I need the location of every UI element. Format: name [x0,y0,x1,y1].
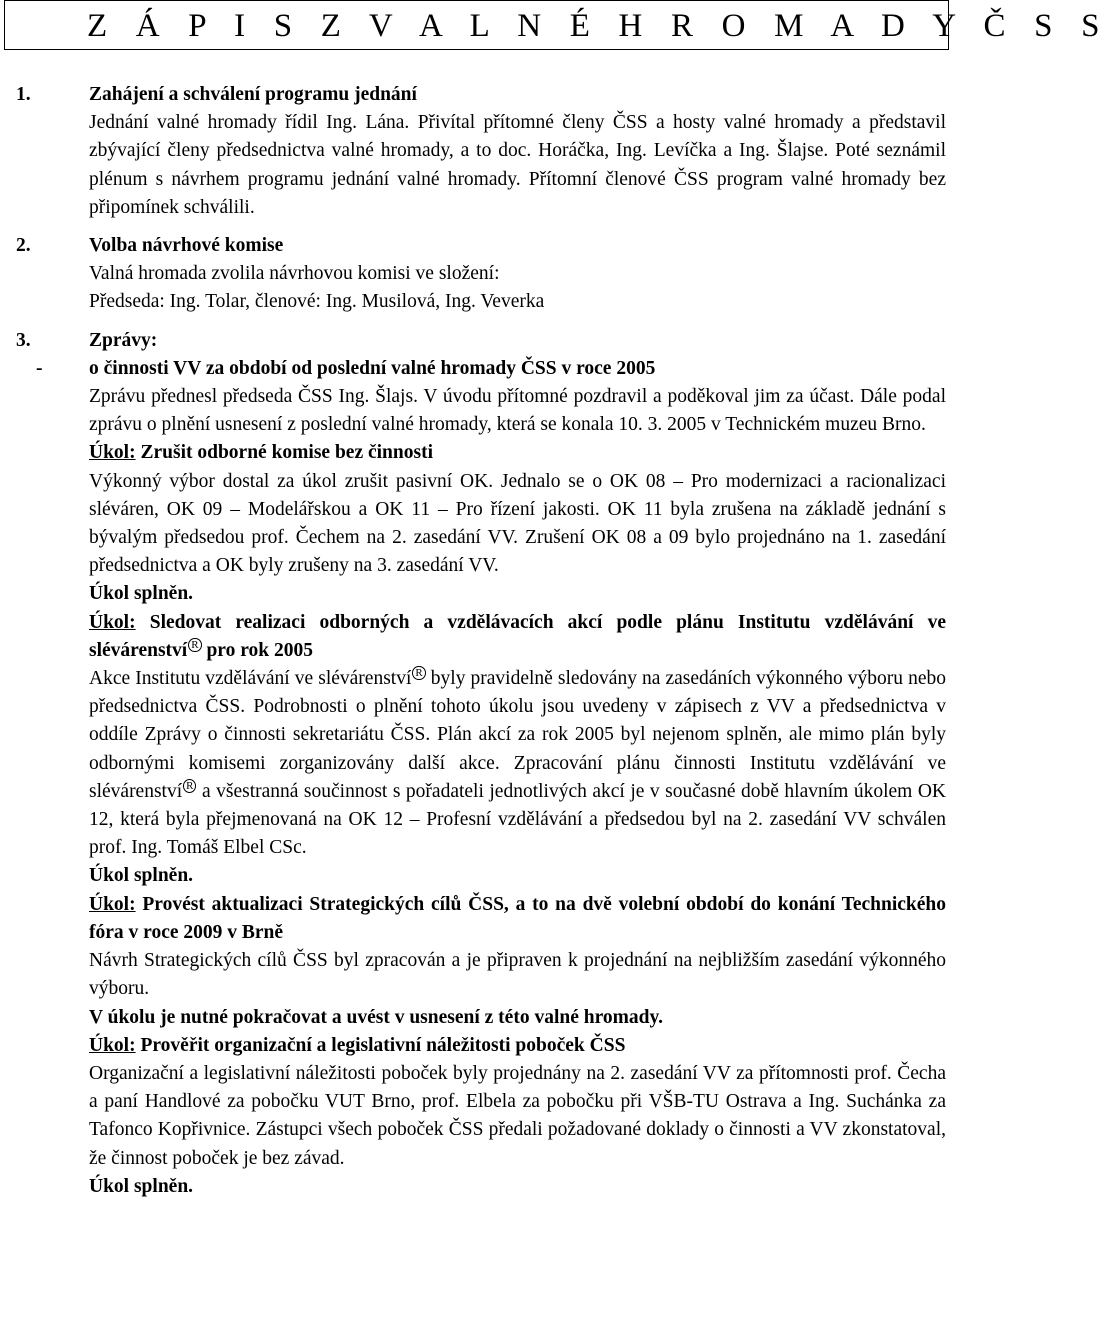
report-subheading-text: o činnosti VV za období od poslední valné hromady ČSS v roce 2005 [89,357,656,379]
task-3-heading [0,891,960,947]
title-box [4,0,1110,50]
list-dash: - [36,357,43,379]
registered-icon: R [412,666,425,680]
section-3-heading [0,327,960,355]
registered-icon: R [183,779,196,793]
report-body: Zprávu přednesl předseda ČSS Ing. Šlajs. V úvodu přítomné pozdravil a poděkoval jim za účast. Dále podal zprávu o plnění usnesení z poslední valné hromady, která se konala 10. 3. 2005 v Technickém muzeu Brno. [89,386,946,436]
task-2-body-b: byly pravidelně sledovány na zasedáních výkonného výboru nebo předsednictva ČSS. Podrobnosti o plnění tohoto úkolu jsou uvedeny v zápisech z VV a předsednictva v oddíle Zprávy o činnosti sekretariátu ČSS. Plán akcí za rok 2005 byl nejenom splněn, ale mimo plán byly odbornými komisemi zorganizovány další akce. Zpracování plánu činnosti Institutu vzdělávání ve slévárenství [89,668,946,802]
section-2-heading [0,232,960,260]
task-2-body-a: Akce Institutu vzdělávání ve slévárenství [89,668,412,690]
section-1-title: Zahájení a schválení programu jednání [89,84,417,105]
task-4-body: Organizační a legislativní náležitosti poboček byly projednány na 2. zasedání VV za přítomnosti prof. Čecha a paní Handlové za pobočku VUT Brno, prof. Elbela za pobočku při VŠB-TU Ostrava a Ing. Suchánka za Tafonco Kopřivnice. Zástupci všech poboček ČSS předali požadované doklady o činnosti a VV zkonstatoval, že činnost poboček je bez závad. [89,1062,946,1169]
section-1-number: 1. [16,84,31,105]
task-1-label: Úkol: [89,442,136,464]
task-2-label: Úkol: [89,611,136,633]
section-3-number: 3. [16,329,31,351]
task-4-label: Úkol: [89,1034,136,1056]
task-2-title-b: pro rok 2005 [201,639,313,661]
task-1-heading [0,439,960,467]
task-3-body: Návrh Strategických cílů ČSS byl zpracován a je připraven k projednání na nejbližším zasedání výkonného výboru. [89,950,946,1000]
task-2-status: Úkol splněn. [89,865,194,887]
task-3-status: V úkolu je nutné pokračovat a uvést v usnesení z této valné hromady. [89,1006,664,1028]
task-2-heading [0,609,960,665]
task-2-body-c: a všestranná součinnost s pořadateli jednotlivých akcí je v současné době hlavním úkolem OK 12, která byla přejmenovaná na OK 12 – Profesní vzdělávání a předsedou byl na 2. zasedání VV schválen prof. Ing. Tomáš Elbel CSc. [89,780,946,859]
report-subheading [0,355,960,383]
section-1-heading [0,81,960,109]
task-4-heading [0,1032,960,1060]
task-4-status: Úkol splněn. [89,1175,194,1197]
task-3-title: Provést aktualizaci Strategických cílů ČSS, a to na dvě volební období do konání Technického fóra v roce 2009 v Brně [89,893,946,943]
task-3-label: Úkol: [89,893,136,915]
section-3-title: Zprávy: [89,329,158,351]
task-2-title-a: Sledovat realizaci odborných a vzdělávacích akcí podle plánu Institutu vzdělávání ve slévárenství [89,611,946,661]
document-body [0,81,960,1201]
section-2-title: Volba návrhové komise [89,235,284,257]
task-1-status: Úkol splněn. [89,583,194,605]
section-2-line-1: Valná hromada zvolila návrhovou komisi ve složení: [89,263,500,285]
section-1-body: Jednání valné hromady řídil Ing. Lána. Přivítal přítomné členy ČSS a hosty valné hromady a představil zbývající členy předsednictva valné hromady, a to doc. Horáčka, Ing. Levíčka a Ing. Šlajse. Poté seznámil plénum s návrhem programu jednání valné hromady. Přítomní členové ČSS program valné hromady bez připomínek schválili. [89,112,946,218]
section-2-number: 2. [16,235,31,257]
task-1-body: Výkonný výbor dostal za úkol zrušit pasivní OK. Jednalo se o OK 08 – Pro modernizaci a racionalizaci sléváren, OK 09 – Modelářskou a OK 11 – Pro řízení jakosti. OK 11 byla zrušena na základě jednání s bývalým předsedou prof. Čechem na 2. zasedání VV. Zrušení OK 08 a 09 bylo projednáno na 1. zasedání předsednictva a OK byly zrušeny na 3. zasedání VV. [89,470,946,577]
document-title: Z Á P I S Z V A L N É H R O M A D Y Č S S [87,8,1110,44]
section-2-line-2: Předseda: Ing. Tolar, členové: Ing. Musilová, Ing. Veverka [89,291,545,313]
registered-icon: R [188,638,201,652]
task-1-title: Zrušit odborné komise bez činnosti [140,442,433,464]
task-2-body [0,665,960,862]
task-4-title: Prověřit organizační a legislativní náležitosti poboček ČSS [140,1034,626,1056]
